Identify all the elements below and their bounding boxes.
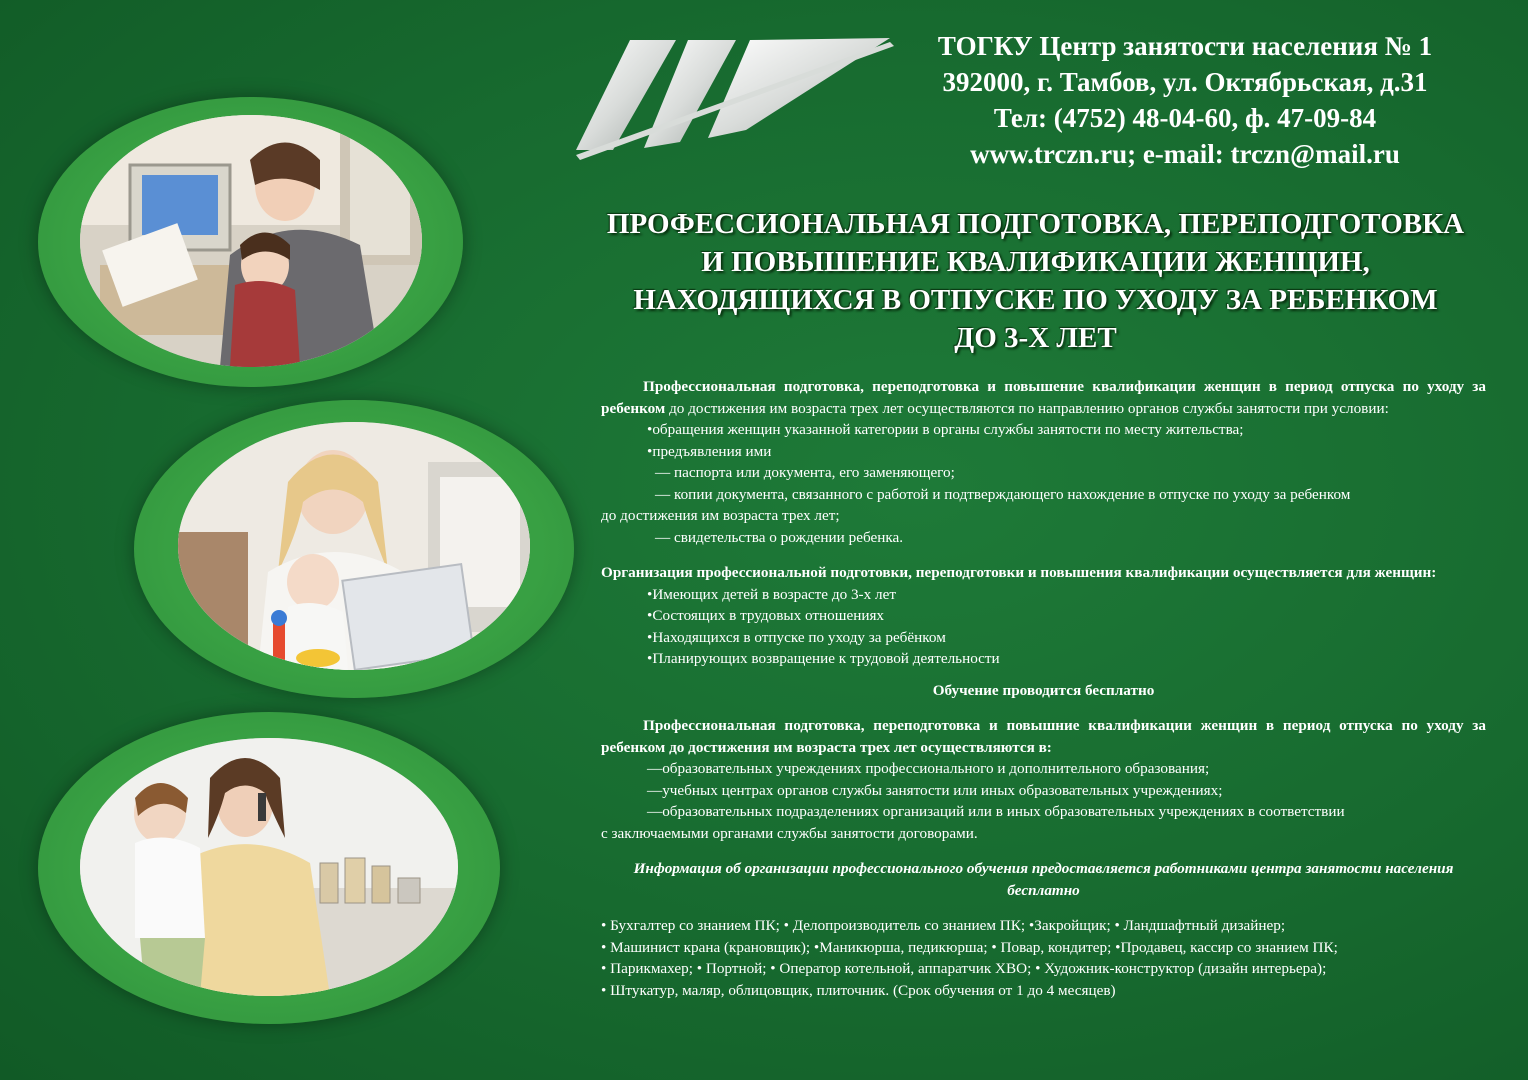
- page-title: [558, 205, 1513, 357]
- organization-contacts: [905, 28, 1465, 172]
- list-item: •предъявления ими: [647, 442, 772, 460]
- title-line: ПРОФЕССИОНАЛЬНАЯ ПОДГОТОВКА, ПЕРЕПОДГОТОВКА: [606, 208, 1465, 240]
- section1-intro-rest: до достижения им возраста трех лет осуществляются по направлению органов службы занятости при условии:: [665, 399, 1389, 417]
- professions-line: • Парикмахер; • Портной; • Оператор котельной, аппаратчик ХВО; • Художник-конструктор (дизайн интерьера);: [601, 960, 1327, 977]
- list-item: —образовательных учреждениях профессионального и дополнительного образования;: [647, 760, 1210, 777]
- organization-web-email: www.trczn.ru; e-mail: trczn@mail.ru: [970, 139, 1400, 169]
- list-item-continuation: с заключаемыми органами службы занятости договорами.: [601, 824, 978, 842]
- photo-mother-holding-child-phone: [38, 712, 500, 1024]
- main-content: [601, 376, 1486, 1001]
- section3-intro: Профессиональная подготовка, переподготовка и повышние квалификации женщин в период отпуска по уходу за ребенком до достижения им возраста трех лет осуществляются в:: [601, 717, 1486, 756]
- list-item: •обращения женщин указанной категории в органы службы занятости по месту жительства;: [647, 421, 1244, 438]
- list-item: •Находящихся в отпуске по уходу за ребёнком: [647, 628, 946, 646]
- list-item: — паспорта или документа, его заменяющего;: [655, 464, 955, 481]
- list-item: —образовательных подразделениях организаций или в иных образовательных учреждениях в соответствии: [647, 803, 1345, 820]
- photo-mother-with-baby-laptop: [134, 400, 574, 698]
- organization-address: 392000, г. Тамбов, ул. Октябрьская, д.31: [942, 67, 1428, 97]
- organization-phone: Тел: (4752) 48-04-60, ф. 47-09-84: [993, 103, 1377, 133]
- section2-heading: Организация профессиональной подготовки, переподготовки и повышения квалификации осуществляется для женщин:: [601, 564, 1437, 581]
- title-line: НАХОДЯЩИХСЯ В ОТПУСКЕ ПО УХОДУ ЗА РЕБЕНКОМ: [633, 284, 1438, 316]
- organization-name: ТОГКУ Центр занятости населения № 1: [937, 31, 1433, 61]
- list-item: —учебных центрах органов службы занятости или иных образовательных учреждениях;: [647, 781, 1223, 799]
- list-item: •Планирующих возвращение к трудовой деятельности: [647, 650, 1000, 667]
- list-item-continuation: до достижения им возраста трех лет;: [601, 507, 840, 524]
- list-item: •Имеющих детей в возрасте до 3-х лет: [647, 585, 896, 603]
- professions-line: • Штукатур, маляр, облицовщик, плиточник. (Срок обучения от 1 до 4 месяцев): [601, 981, 1116, 999]
- organization-logo: [568, 30, 898, 165]
- professions-line: • Бухгалтер со знанием ПК; • Делопроизводитель со знанием ПК; •Закройщик; • Ландшафтный дизайнер;: [601, 917, 1286, 934]
- photo-woman-at-computer: [38, 97, 463, 387]
- title-line: ДО 3-Х ЛЕТ: [954, 322, 1117, 354]
- list-item: — копии документа, связанного с работой и подтверждающего нахождение в отпуске по уходу за ребенком: [655, 485, 1351, 503]
- section1-intro-bold: Профессиональная подготовка, переподготовка и повышение квалификации женщин в период отпуска по уходу за ребенком: [601, 378, 1486, 417]
- title-line: И ПОВЫШЕНИЕ КВАЛИФИКАЦИИ ЖЕНЩИН,: [701, 246, 1370, 278]
- info-note: Информация об организации профессионального обучения предоставляется работниками центра занятости населения бесплатно: [633, 860, 1454, 899]
- list-item: •Состоящих в трудовых отношениях: [647, 607, 885, 624]
- professions-line: • Машинист крана (крановщик); •Маникюрша, педикюрша; • Повар, кондитер; •Продавец, кассир со знанием ПК;: [601, 938, 1338, 956]
- professions-list: [601, 915, 1486, 1001]
- free-training-note: Обучение проводится бесплатно: [932, 681, 1155, 699]
- list-item: — свидетельства о рождении ребенка.: [655, 528, 904, 546]
- section1-intro: [601, 376, 1486, 419]
